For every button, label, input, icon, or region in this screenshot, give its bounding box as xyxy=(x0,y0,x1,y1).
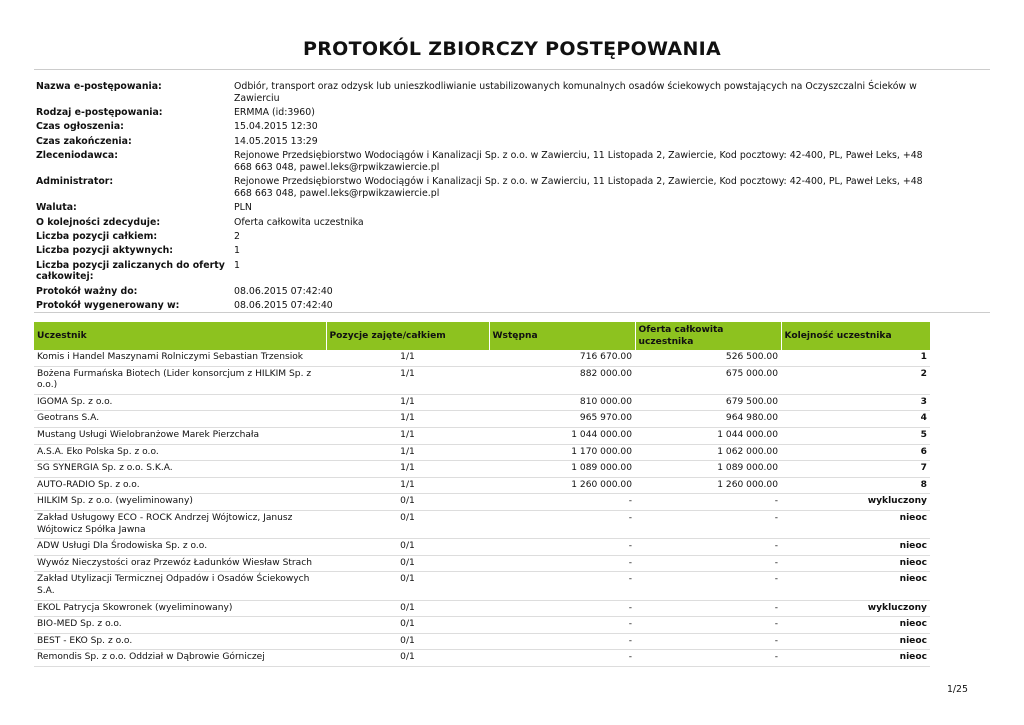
rank-cell: nieoc xyxy=(781,633,930,650)
column-header-participant: Uczestnik xyxy=(34,322,326,350)
positions-cell: 1/1 xyxy=(326,411,489,428)
detail-row xyxy=(36,136,936,150)
detail-value: 08.06.2015 07:42:40 xyxy=(234,285,333,297)
table-row xyxy=(34,650,930,667)
detail-row xyxy=(36,231,936,245)
rank-cell: nieoc xyxy=(781,572,930,600)
total-offer-cell: 679 500.00 xyxy=(635,394,781,411)
column-header-rank: Kolejność uczestnika xyxy=(781,322,930,350)
detail-label: Liczba pozycji zaliczanych do oferty całkowitej: xyxy=(36,259,225,283)
detail-row xyxy=(36,176,936,202)
rank-cell: wykluczony xyxy=(781,494,930,511)
page-title: PROTOKÓL ZBIORCZY POSTĘPOWANIA xyxy=(302,38,722,60)
initial-offer-cell: - xyxy=(489,572,635,600)
table-row xyxy=(34,427,930,444)
participant-name: IGOMA Sp. z o.o. xyxy=(34,394,326,411)
detail-value: Oferta całkowita uczestnika xyxy=(234,216,364,228)
positions-cell: 0/1 xyxy=(326,572,489,600)
table-row xyxy=(34,350,930,366)
total-offer-cell: 1 260 000.00 xyxy=(635,477,781,494)
table-row xyxy=(34,366,930,394)
total-offer-cell: 1 044 000.00 xyxy=(635,427,781,444)
positions-cell: 0/1 xyxy=(326,510,489,538)
detail-row xyxy=(36,217,936,231)
rank-cell: 8 xyxy=(781,477,930,494)
participant-name: Zakład Utylizacji Termicznej Odpadów i Osadów Ściekowych S.A. xyxy=(34,572,326,600)
column-header-total-offer: Oferta całkowita uczestnika xyxy=(635,322,781,350)
title-divider xyxy=(34,69,990,70)
initial-offer-cell: - xyxy=(489,510,635,538)
table-row xyxy=(34,633,930,650)
participant-name: Remondis Sp. z o.o. Oddział w Dąbrowie Górniczej xyxy=(34,650,326,667)
positions-cell: 1/1 xyxy=(326,350,489,366)
detail-value: 1 xyxy=(234,259,240,271)
total-offer-cell: 675 000.00 xyxy=(635,366,781,394)
initial-offer-cell: - xyxy=(489,555,635,572)
rank-cell: 7 xyxy=(781,461,930,478)
detail-value: Rejonowe Przedsiębiorstwo Wodociągów i Kanalizacji Sp. z o.o. w Zawierciu, 11 Listopada 2, Zawiercie, Kod pocztowy: 42-400, PL, Paweł Leks, +48 668 663 048, pawel.leks@rpwikzawiercie.pl xyxy=(234,176,923,199)
participant-name: AUTO-RADIO Sp. z o.o. xyxy=(34,477,326,494)
detail-value: 15.04.2015 12:30 xyxy=(234,121,318,133)
column-header-positions: Pozycje zajęte/całkiem xyxy=(326,322,489,350)
positions-cell: 1/1 xyxy=(326,461,489,478)
rank-cell: nieoc xyxy=(781,617,930,634)
detail-label: Nazwa e-postępowania: xyxy=(36,81,162,92)
positions-cell: 0/1 xyxy=(326,555,489,572)
initial-offer-cell: - xyxy=(489,539,635,556)
detail-value: Rejonowe Przedsiębiorstwo Wodociągów i Kanalizacji Sp. z o.o. w Zawierciu, 11 Listopada 2, Zawiercie, Kod pocztowy: 42-400, PL, Paweł Leks, +48 668 663 048, pawel.leks@rpwikzawiercie.pl xyxy=(234,150,923,173)
positions-cell: 0/1 xyxy=(326,494,489,511)
detail-label: Liczba pozycji całkiem: xyxy=(36,230,158,242)
positions-cell: 1/1 xyxy=(326,394,489,411)
table-row xyxy=(34,510,930,538)
procedure-details xyxy=(36,81,936,314)
table-header-row xyxy=(34,322,930,350)
rank-cell: 6 xyxy=(781,444,930,461)
table-row xyxy=(34,600,930,617)
initial-offer-cell: 965 970.00 xyxy=(489,411,635,428)
total-offer-cell: - xyxy=(635,572,781,600)
participant-name: SG SYNERGIA Sp. z o.o. S.K.A. xyxy=(34,461,326,478)
table-row xyxy=(34,444,930,461)
positions-cell: 0/1 xyxy=(326,633,489,650)
rank-cell: 3 xyxy=(781,394,930,411)
participant-name: BEST - EKO Sp. z o.o. xyxy=(34,633,326,650)
table-row xyxy=(34,394,930,411)
detail-value: PLN xyxy=(234,202,252,214)
total-offer-cell: - xyxy=(635,539,781,556)
detail-row xyxy=(36,150,936,176)
table-row xyxy=(34,555,930,572)
detail-row xyxy=(36,245,936,259)
participant-name: Bożena Furmańska Biotech (Lider konsorcjum z HILKIM Sp. z o.o.) xyxy=(34,366,326,394)
table-row xyxy=(34,539,930,556)
total-offer-cell: 526 500.00 xyxy=(635,350,781,366)
detail-value: 2 xyxy=(234,230,240,242)
participant-name: A.S.A. Eko Polska Sp. z o.o. xyxy=(34,444,326,461)
detail-label: Administrator: xyxy=(36,176,114,188)
rank-cell: 4 xyxy=(781,411,930,428)
participants-table xyxy=(34,322,931,667)
column-header-initial: Wstępna xyxy=(489,322,635,350)
rank-cell: 2 xyxy=(781,366,930,394)
rank-cell: nieoc xyxy=(781,510,930,538)
initial-offer-cell: - xyxy=(489,494,635,511)
participant-name: Geotrans S.A. xyxy=(34,411,326,428)
positions-cell: 1/1 xyxy=(326,366,489,394)
detail-row xyxy=(36,260,936,286)
total-offer-cell: 1 062 000.00 xyxy=(635,444,781,461)
positions-cell: 1/1 xyxy=(326,427,489,444)
detail-row xyxy=(36,121,936,135)
total-offer-cell: 964 980.00 xyxy=(635,411,781,428)
initial-offer-cell: - xyxy=(489,600,635,617)
page-indicator: 1/25 xyxy=(946,684,968,695)
participant-name: BIO-MED Sp. z o.o. xyxy=(34,617,326,634)
detail-label: Rodzaj e-postępowania: xyxy=(36,106,163,118)
initial-offer-cell: 1 170 000.00 xyxy=(489,444,635,461)
participant-name: Zakład Usługowy ECO - ROCK Andrzej Wójtowicz, Janusz Wójtowicz Spółka Jawna xyxy=(34,510,326,538)
detail-label: Zleceniodawca: xyxy=(36,150,118,162)
detail-row xyxy=(36,81,936,107)
total-offer-cell: - xyxy=(635,617,781,634)
rank-cell: wykluczony xyxy=(781,600,930,617)
total-offer-cell: 1 089 000.00 xyxy=(635,461,781,478)
initial-offer-cell: - xyxy=(489,633,635,650)
initial-offer-cell: 810 000.00 xyxy=(489,394,635,411)
total-offer-cell: - xyxy=(635,494,781,511)
positions-cell: 0/1 xyxy=(326,539,489,556)
table-row xyxy=(34,494,930,511)
initial-offer-cell: - xyxy=(489,650,635,667)
positions-cell: 0/1 xyxy=(326,617,489,634)
initial-offer-cell: 716 670.00 xyxy=(489,350,635,366)
table-row xyxy=(34,617,930,634)
positions-cell: 1/1 xyxy=(326,477,489,494)
total-offer-cell: - xyxy=(635,555,781,572)
initial-offer-cell: 1 089 000.00 xyxy=(489,461,635,478)
detail-label: Czas zakończenia: xyxy=(36,135,132,147)
section-divider xyxy=(34,312,990,313)
rank-cell: nieoc xyxy=(781,539,930,556)
detail-value: 14.05.2015 13:29 xyxy=(234,135,318,147)
detail-label: Czas ogłoszenia: xyxy=(36,121,124,133)
table-row xyxy=(34,461,930,478)
initial-offer-cell: 1 260 000.00 xyxy=(489,477,635,494)
total-offer-cell: - xyxy=(635,650,781,667)
detail-row xyxy=(36,202,936,216)
detail-value: Odbiór, transport oraz odzysk lub unieszkodliwianie ustabilizowanych komunalnych osadów ściekowych powstających na Oczyszczalni Ścieków w Zawierciu xyxy=(234,81,917,104)
detail-value: 08.06.2015 07:42:40 xyxy=(234,300,333,312)
detail-label: Protokół ważny do: xyxy=(36,285,138,297)
total-offer-cell: - xyxy=(635,510,781,538)
total-offer-cell: - xyxy=(635,600,781,617)
rank-cell: nieoc xyxy=(781,555,930,572)
detail-label: Protokół wygenerowany w: xyxy=(36,300,180,312)
rank-cell: nieoc xyxy=(781,650,930,667)
positions-cell: 0/1 xyxy=(326,650,489,667)
detail-row xyxy=(36,286,936,300)
detail-label: Liczba pozycji aktywnych: xyxy=(36,245,174,257)
participant-name: HILKIM Sp. z o.o. (wyeliminowany) xyxy=(34,494,326,511)
initial-offer-cell: - xyxy=(489,617,635,634)
table-row xyxy=(34,411,930,428)
rank-cell: 5 xyxy=(781,427,930,444)
detail-label: O kolejności zdecyduje: xyxy=(36,216,161,228)
participant-name: Komis i Handel Maszynami Rolniczymi Sebastian Trzensiok xyxy=(34,350,326,366)
total-offer-cell: - xyxy=(635,633,781,650)
detail-value: ERMMA (id:3960) xyxy=(234,106,315,118)
participant-name: Mustang Usługi Wielobranżowe Marek Pierzchała xyxy=(34,427,326,444)
table-row xyxy=(34,572,930,600)
participant-name: EKOL Patrycja Skowronek (wyeliminowany) xyxy=(34,600,326,617)
detail-label: Waluta: xyxy=(36,202,77,214)
initial-offer-cell: 1 044 000.00 xyxy=(489,427,635,444)
detail-row xyxy=(36,107,936,121)
participant-name: Wywóz Nieczystości oraz Przewóz Ładunków Wiesław Strach xyxy=(34,555,326,572)
rank-cell: 1 xyxy=(781,350,930,366)
positions-cell: 1/1 xyxy=(326,444,489,461)
positions-cell: 0/1 xyxy=(326,600,489,617)
initial-offer-cell: 882 000.00 xyxy=(489,366,635,394)
participant-name: ADW Usługi Dla Środowiska Sp. z o.o. xyxy=(34,539,326,556)
detail-value: 1 xyxy=(234,245,240,257)
table-row xyxy=(34,477,930,494)
